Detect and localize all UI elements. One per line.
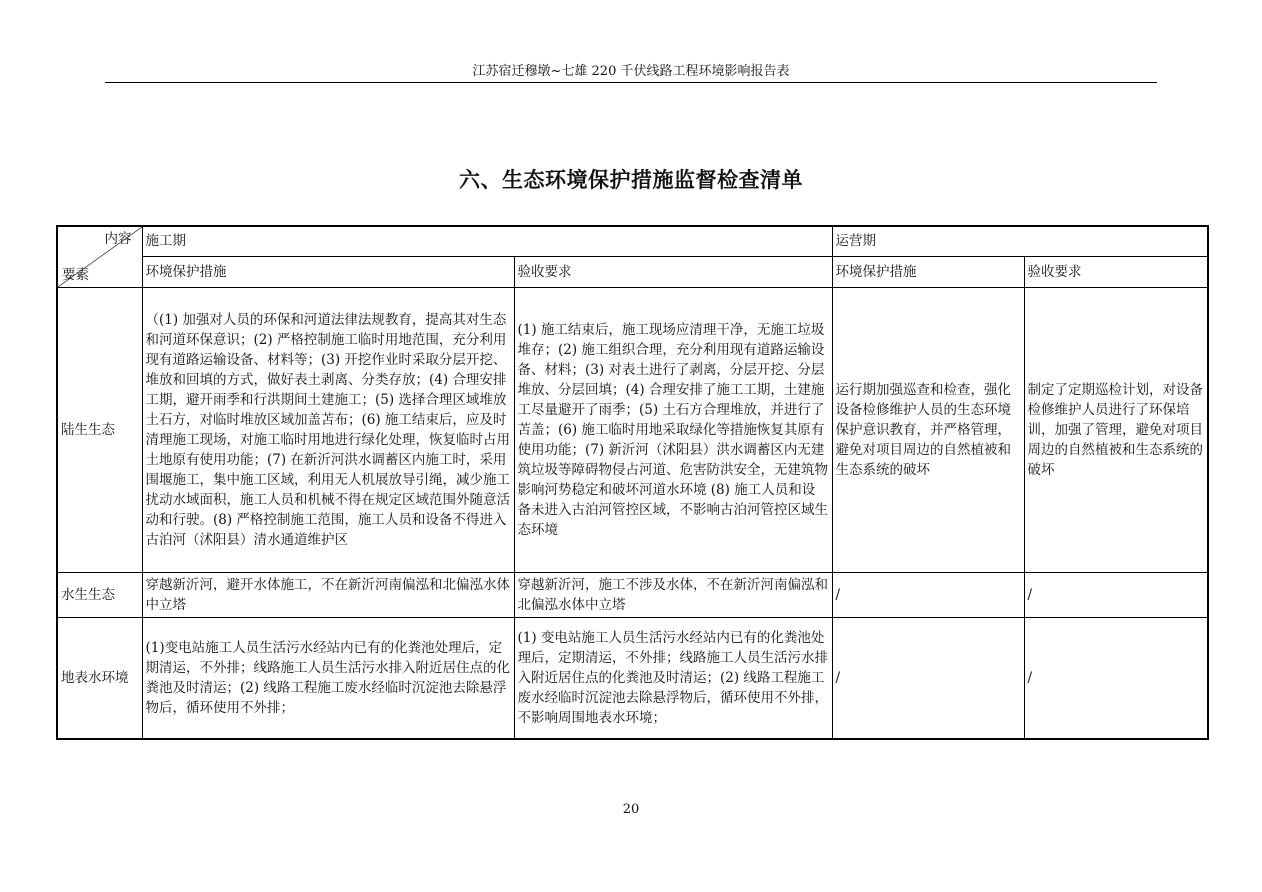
corner-label-element: 要素 (62, 266, 89, 283)
column-header-operation-measure: 环境保护措施 (832, 256, 1024, 287)
column-header-construction-acceptance: 验收要求 (514, 256, 832, 287)
table-row (57, 617, 1208, 739)
inspection-checklist-table (56, 225, 1209, 740)
construction-measure-cell: 穿越新沂河，避开水体施工，不在新沂河南偏泓和北偏泓水体中立塔 (142, 572, 514, 617)
construction-acceptance-cell: (1) 施工结束后，施工现场应清理干净，无施工垃圾堆存；(2) 施工组织合理，充分利用现有道路运输设备、材料；(3) 对表土进行了剥离，分层开挖、分层堆放、分层回填；(4) 合理安排了施工工期，土建施工尽量避开了雨季；(5) 土石方合理堆放，并进行了苫盖；(6) 施工临时用地采取绿化等措施恢复其原有使用功能；(7) 新沂河（沭阳县）洪水调蓄区内无建筑垃圾等障碍物侵占河道、危害防洪安全，无建筑物影响河势稳定和破坏河道水环境 (8) 施工人员和设备未进入古泊河管控区域，不影响古泊河管控区域生态环境 (514, 287, 832, 572)
row-element-label: 地表水环境 (57, 617, 142, 739)
operation-acceptance-cell: 制定了定期巡检计划，对设备检修维护人员进行了环保培训，加强了管理，避免对项目周边的自然植被和生态系统的破坏 (1024, 287, 1208, 572)
operation-measure-cell: / (832, 617, 1024, 739)
running-header: 江苏宿迁穆墩~七雄 220 千伏线路工程环境影响报告表 (472, 64, 790, 79)
section-title: 六、生态环境保护措施监督检查清单 (459, 168, 803, 192)
corner-header-cell (57, 226, 142, 287)
column-header-construction-measure: 环境保护措施 (142, 256, 514, 287)
operation-measure-cell: / (832, 572, 1024, 617)
table-row (57, 287, 1208, 572)
construction-acceptance-cell: 穿越新沂河，施工不涉及水体，不在新沂河南偏泓和北偏泓水体中立塔 (514, 572, 832, 617)
operation-measure-cell: 运行期加强巡查和检查，强化设备检修维护人员的生态环境保护意识教育，并严格管理，避免对项目周边的自然植被和生态系统的破坏 (832, 287, 1024, 572)
header-rule (105, 82, 1157, 83)
operation-acceptance-cell: / (1024, 572, 1208, 617)
operation-acceptance-cell: / (1024, 617, 1208, 739)
phase-header-operation: 运营期 (832, 226, 1208, 256)
row-element-label: 水生生态 (57, 572, 142, 617)
page-number: 20 (622, 802, 640, 817)
corner-label-content: 内容 (104, 231, 132, 247)
column-header-operation-acceptance: 验收要求 (1024, 256, 1208, 287)
construction-acceptance-cell: (1) 变电站施工人员生活污水经站内已有的化粪池处理后，定期清运，不外排；线路施工人员生活污水排入附近居住点的化粪池及时清运；(2) 线路工程施工废水经临时沉淀池去除悬浮物后，循环使用不外排，不影响周围地表水环境； (514, 617, 832, 739)
table-row (57, 572, 1208, 617)
construction-measure-cell: (1)变电站施工人员生活污水经站内已有的化粪池处理后，定期清运，不外排；线路施工人员生活污水排入附近居住点的化粪池及时清运；(2) 线路工程施工废水经临时沉淀池去除悬浮物后，循环使用不外排； (142, 617, 514, 739)
phase-header-construction: 施工期 (142, 226, 832, 256)
construction-measure-cell: （(1) 加强对人员的环保和河道法律法规教育，提高其对生态和河道环保意识；(2) 严格控制施工临时用地范围，充分利用现有道路运输设备、材料等；(3) 开挖作业时采取分层开挖、堆放和回填的方式，做好表土剥离、分类存放；(4) 合理安排工期，避开雨季和行洪期间土建施工；(5) 选择合理区域堆放土石方，对临时堆放区域加盖苫布；(6) 施工结束后，应及时清理施工现场，对施工临时用地进行绿化处理，恢复临时占用土地原有使用功能；(7) 在新沂河洪水调蓄区内施工时，采用围堰施工，集中施工区域，利用无人机展放导引绳，减少施工扰动水域面积，施工人员和机械不得在规定区域范围外随意活动和行驶。(8) 严格控制施工范围，施工人员和设备不得进入古泊河（沭阳县）清水通道维护区 (142, 287, 514, 572)
row-element-label: 陆生生态 (57, 287, 142, 572)
